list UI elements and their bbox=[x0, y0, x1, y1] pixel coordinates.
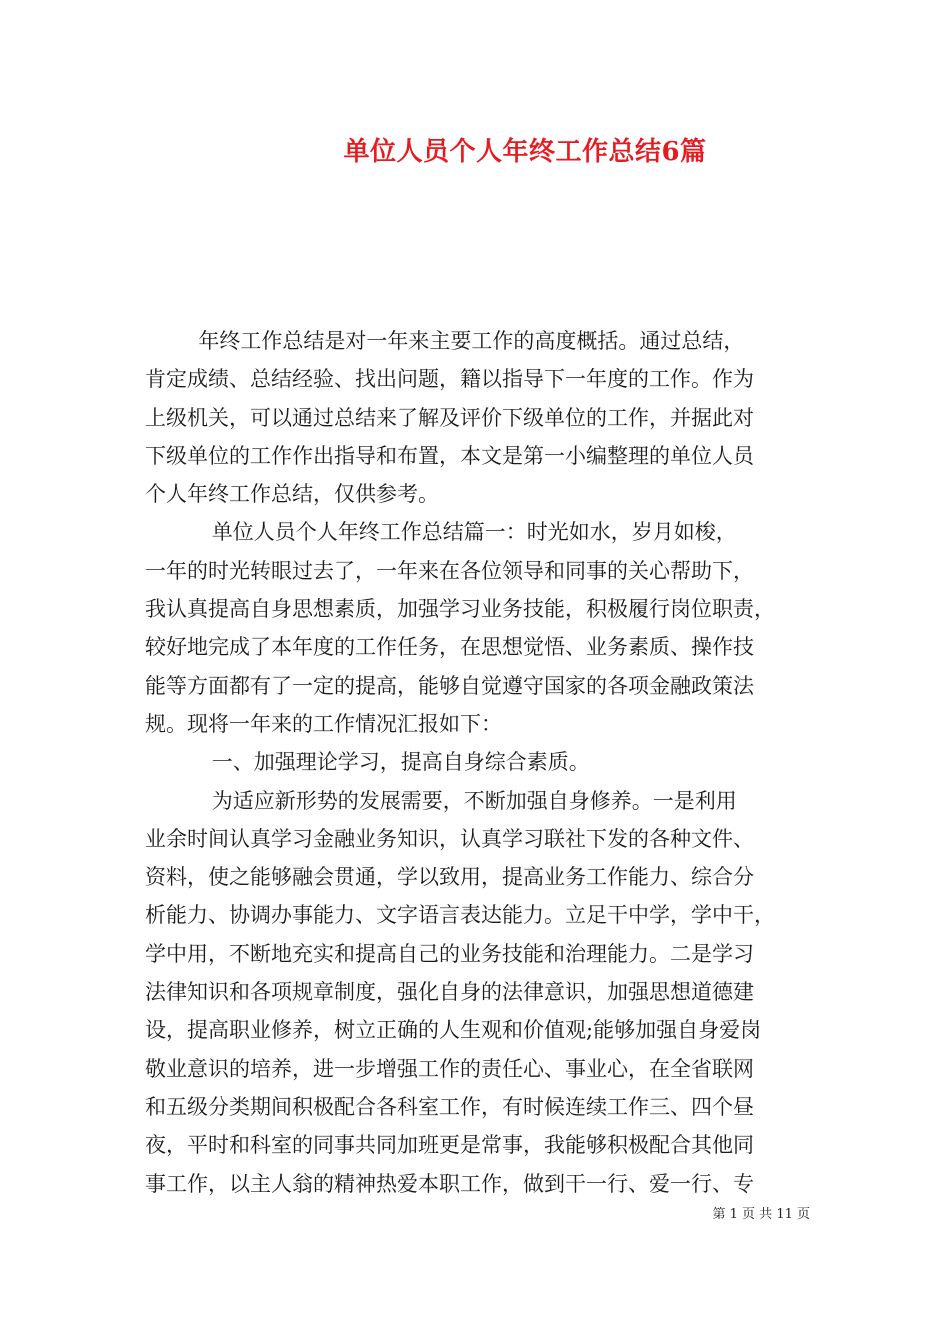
body-line: 能等方面都有了一定的提高，能够自觉遵守国家的各项金融政策法 bbox=[145, 673, 754, 698]
page-number-footer: 第 1 页 共 11 页 bbox=[712, 1207, 810, 1222]
body-line: 为适应新形势的发展需要，不断加强自身修养。一是利用 bbox=[145, 788, 737, 813]
body-line: 我认真提高自身思想素质，加强学习业务技能，积极履行岗位职责， bbox=[145, 597, 775, 622]
body-line: 肯定成绩、总结经验、找出问题，籍以指导下一年度的工作。作为 bbox=[145, 367, 754, 392]
body-line: 个人年终工作总结，仅供参考。 bbox=[145, 482, 439, 507]
body-line: 设，提高职业修养，树立正确的人生观和价值观;能够加强自身爱岗 bbox=[145, 1018, 762, 1043]
body-line: 上级机关，可以通过总结来了解及评价下级单位的工作，并据此对 bbox=[145, 405, 754, 430]
body-line: 法律知识和各项规章制度，强化自身的法律意识，加强思想道德建 bbox=[145, 980, 754, 1005]
body-line: 敬业意识的培养，进一步增强工作的责任心、事业心，在全省联网 bbox=[145, 1056, 754, 1081]
body-line: 一年的时光转眼过去了，一年来在各位领导和同事的关心帮助下， bbox=[145, 558, 754, 583]
body-line: 规。现将一年来的工作情况汇报如下： bbox=[145, 711, 502, 736]
body-line: 单位人员个人年终工作总结篇一：时光如水，岁月如梭， bbox=[145, 520, 737, 545]
body-line: 较好地完成了本年度的工作任务，在思想觉悟、业务素质、操作技 bbox=[145, 635, 754, 660]
body-line: 学中用，不断地充实和提高自己的业务技能和治理能力。二是学习 bbox=[145, 941, 754, 966]
body-line: 一、加强理论学习，提高自身综合素质。 bbox=[145, 750, 590, 775]
body-line: 事工作，以主人翁的精神热爱本职工作，做到干一行、爱一行、专 bbox=[145, 1171, 754, 1196]
body-line: 下级单位的工作作出指导和布置，本文是第一小编整理的单位人员 bbox=[145, 443, 754, 468]
body-line: 析能力、协调办事能力、文字语言表达能力。立足干中学，学中干， bbox=[145, 903, 775, 928]
document-title: 单位人员个人年终工作总结6篇 bbox=[343, 137, 707, 167]
body-line: 资料，使之能够融会贯通，学以致用，提高业务工作能力、综合分 bbox=[145, 865, 754, 890]
document-body bbox=[145, 322, 825, 1203]
body-line: 夜，平时和科室的同事共同加班更是常事，我能够积极配合其他同 bbox=[145, 1133, 754, 1158]
body-line: 年终工作总结是对一年来主要工作的高度概括。通过总结， bbox=[145, 329, 745, 353]
body-line: 和五级分类期间积极配合各科室工作，有时候连续工作三、四个昼 bbox=[145, 1094, 754, 1119]
body-line: 业余时间认真学习金融业务知识，认真学习联社下发的各种文件、 bbox=[145, 826, 754, 851]
